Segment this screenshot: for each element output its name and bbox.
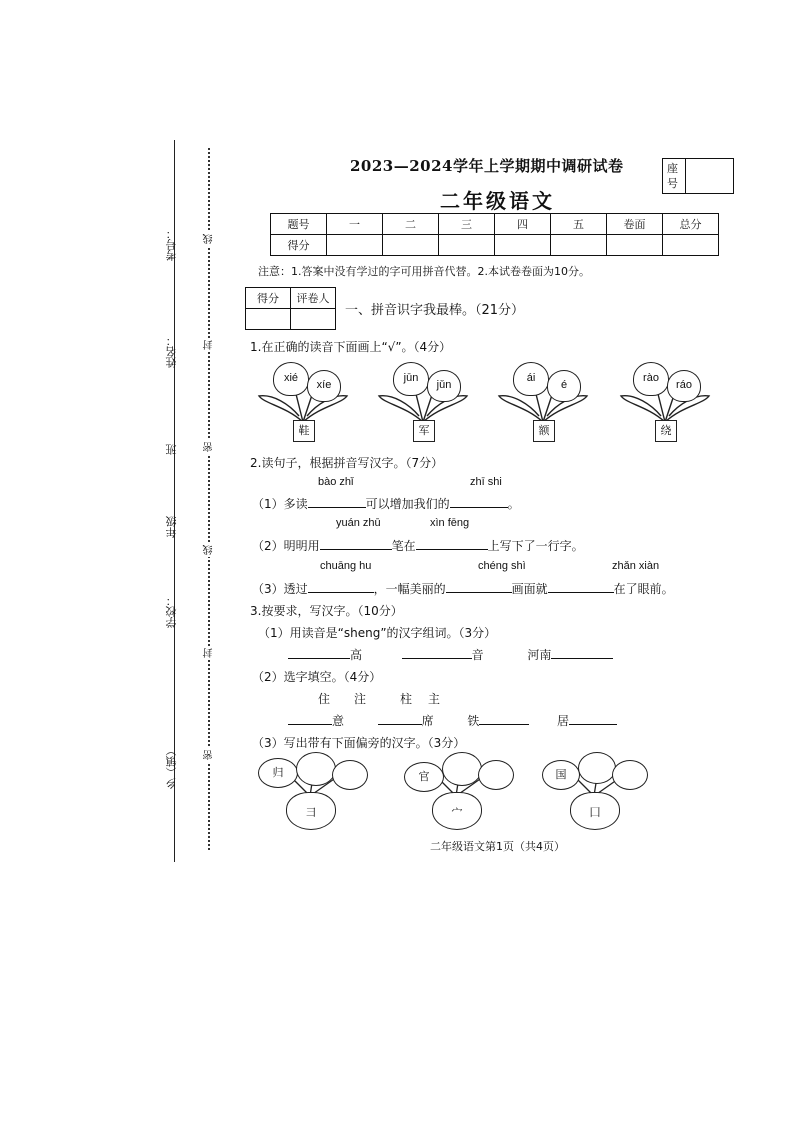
score-table — [270, 213, 719, 256]
q2-title: 2.读句子，根据拼音写汉字。（7分） — [250, 456, 444, 470]
seal-char: 封 — [204, 648, 215, 658]
radical-vase-3 — [540, 752, 660, 836]
word-text: 席 — [421, 714, 434, 728]
q3-part-1-items — [288, 646, 613, 663]
q1-title: 1.在正确的读音下面画上“√”。（4分） — [250, 340, 452, 354]
pinyin-option-a[interactable]: rào — [633, 362, 669, 396]
answer-blank[interactable] — [378, 712, 422, 725]
word-text: 铁 — [467, 714, 480, 728]
example-char: 归 — [258, 758, 298, 788]
q3-part-3: （3）写出带有下面偏旁的汉字。（3分） — [252, 736, 466, 750]
choice-char: 注 — [354, 692, 367, 706]
score-header-cell: 五 — [551, 214, 607, 235]
page-footer: 二年级语文第1页（共4页） — [430, 840, 565, 853]
seat-number-box — [662, 158, 734, 194]
pinyin-option-b[interactable]: jǔn — [427, 370, 461, 402]
score-input-cell[interactable] — [663, 235, 719, 256]
answer-cloud[interactable] — [296, 752, 336, 786]
radical-vase: 宀 — [432, 792, 482, 830]
pinyin-option-a[interactable]: jūn — [393, 362, 429, 396]
sentence-text: 上写下了一行字。 — [487, 539, 584, 553]
score-input-cell[interactable] — [607, 235, 663, 256]
q3-choices — [318, 690, 440, 707]
pinyin-hint: bào zhǐ — [318, 476, 354, 488]
side-label-name: 姓名： — [165, 335, 178, 368]
subject-title: 二年级语文 — [440, 189, 555, 213]
side-label-grade: 年级 — [165, 516, 178, 538]
radical-vase: 彐 — [286, 792, 336, 830]
score-input-cell[interactable] — [383, 235, 439, 256]
q3-title: 3.按要求，写汉字。（10分） — [250, 604, 403, 618]
flower-item-1 — [255, 356, 351, 446]
answer-blank[interactable] — [308, 580, 374, 593]
example-char: 国 — [542, 760, 580, 790]
answer-cloud[interactable] — [578, 752, 616, 784]
word-text: 居 — [557, 714, 570, 728]
sentence-text: 画面就 — [511, 582, 548, 596]
sentence-text: 。 — [507, 497, 520, 511]
pinyin-hint: chuāng hu — [320, 560, 372, 572]
seal-char: 线 — [204, 234, 215, 244]
radical-vase-1 — [256, 752, 376, 836]
score-header-cell: 题号 — [271, 214, 327, 235]
score-input-cell[interactable] — [327, 235, 383, 256]
answer-blank[interactable] — [402, 646, 472, 659]
seat-label: 座号 — [667, 162, 678, 190]
grader-name-label: 评卷人 — [291, 288, 336, 309]
score-header-cell: 二 — [383, 214, 439, 235]
radical-vase-2 — [402, 752, 522, 836]
side-label-class: 班 — [165, 444, 178, 455]
pinyin-hint: xìn fēng — [430, 517, 470, 529]
score-header-cell: 三 — [439, 214, 495, 235]
answer-blank[interactable] — [479, 712, 529, 725]
answer-cloud[interactable] — [612, 760, 648, 790]
seal-char: 线 — [204, 545, 215, 555]
sentence-text: 可以增加我们的 — [365, 497, 450, 511]
pinyin-hint: yuán zhū — [336, 517, 381, 529]
grader-table — [245, 287, 336, 330]
char-box: 鞋 — [293, 420, 315, 442]
answer-blank[interactable] — [320, 537, 392, 550]
pinyin-hint: chéng shì — [478, 560, 526, 572]
score-input-cell[interactable] — [551, 235, 607, 256]
sentence-text: ，一幅美丽的 — [373, 582, 446, 596]
answer-blank[interactable] — [548, 580, 614, 593]
answer-blank[interactable] — [288, 712, 332, 725]
pinyin-hint: zhī shi — [470, 476, 502, 488]
answer-blank[interactable] — [288, 646, 350, 659]
section-1-heading: 一、拼音识字我最棒。（21分） — [345, 303, 525, 318]
answer-blank[interactable] — [450, 495, 508, 508]
seal-char: 封 — [204, 340, 215, 350]
q2-line-1 — [252, 495, 520, 512]
choice-char: 住 — [318, 692, 331, 706]
pinyin-option-b[interactable]: é — [547, 370, 581, 402]
grader-score-cell[interactable] — [246, 309, 291, 330]
answer-blank[interactable] — [308, 495, 366, 508]
pinyin-option-a[interactable]: xié — [273, 362, 309, 396]
sentence-text: 笔在 — [391, 539, 416, 553]
q3-part-1: （1）用读音是“sheng”的汉字组词。（3分） — [258, 626, 497, 640]
word-text: 音 — [471, 648, 484, 662]
char-box: 额 — [533, 420, 555, 442]
answer-blank[interactable] — [446, 580, 512, 593]
seal-char: 密 — [204, 442, 215, 452]
pinyin-option-a[interactable]: ái — [513, 362, 549, 396]
sentence-text: （2）明明用 — [252, 539, 320, 553]
char-box: 绕 — [655, 420, 677, 442]
choice-char: 主 — [428, 692, 441, 706]
word-text: 意 — [332, 714, 345, 728]
flower-item-4 — [617, 356, 713, 446]
answer-blank[interactable] — [569, 712, 617, 725]
sentence-text: （1）多读 — [252, 497, 308, 511]
flower-item-2 — [375, 356, 471, 446]
notice-text: 注意：1.答案中没有学过的字可用拼音代替。2.本试卷卷面为10分。 — [258, 265, 590, 278]
answer-cloud[interactable] — [442, 752, 482, 786]
score-header-cell: 卷面 — [607, 214, 663, 235]
pinyin-hint: zhǎn xiàn — [612, 560, 660, 572]
answer-cloud[interactable] — [332, 760, 368, 790]
pinyin-option-b[interactable]: xíe — [307, 370, 341, 402]
grader-name-cell[interactable] — [291, 309, 336, 330]
pinyin-option-b[interactable]: ráo — [667, 370, 701, 402]
word-text: 高 — [350, 648, 363, 662]
q3-part-2-items — [288, 712, 617, 729]
char-box: 军 — [413, 420, 435, 442]
choice-char: 柱 — [400, 692, 413, 706]
sentence-text: （3）透过 — [252, 582, 308, 596]
answer-blank[interactable] — [551, 646, 613, 659]
score-header-cell: 四 — [495, 214, 551, 235]
q3-part-2: （2）选字填空。（4分） — [252, 670, 382, 684]
exam-title: 2023—2024学年上学期期中调研试卷 — [350, 157, 624, 175]
seal-char: 密 — [204, 750, 215, 760]
score-input-cell[interactable] — [439, 235, 495, 256]
score-input-cell[interactable] — [495, 235, 551, 256]
seal-dotted-line — [208, 148, 210, 850]
score-header-cell: 总分 — [663, 214, 719, 235]
answer-blank[interactable] — [416, 537, 488, 550]
q2-line-2 — [252, 537, 584, 554]
word-text: 河南 — [527, 648, 552, 662]
side-label-town: 乡（镇） — [165, 745, 178, 789]
score-row-label: 得分 — [271, 235, 327, 256]
radical-vase: 囗 — [570, 792, 620, 830]
flower-item-3 — [495, 356, 591, 446]
example-char: 官 — [404, 762, 444, 792]
side-label-exam-no: 考号： — [165, 228, 178, 261]
grader-score-label: 得分 — [246, 288, 291, 309]
score-header-cell: 一 — [327, 214, 383, 235]
q2-line-3 — [252, 580, 674, 597]
answer-cloud[interactable] — [478, 760, 514, 790]
sentence-text: 在了眼前。 — [613, 582, 674, 596]
side-label-school: 学校： — [165, 595, 178, 628]
